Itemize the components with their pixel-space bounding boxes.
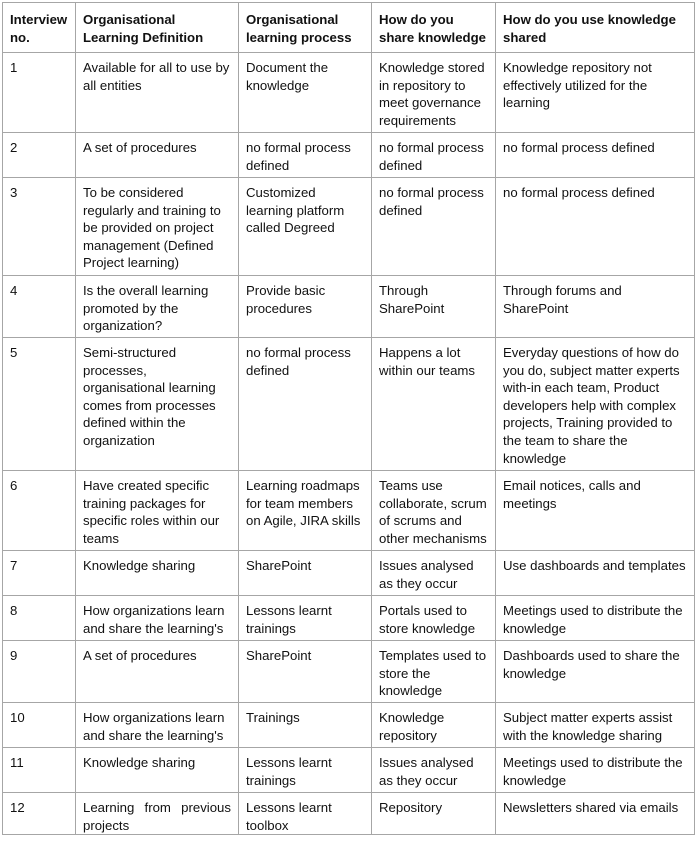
use-cell: Use dashboards and templates xyxy=(496,551,695,596)
process-cell: Document the knowledge xyxy=(239,53,372,133)
process-cell: Lessons learnt toolbox xyxy=(239,793,372,835)
process-cell: Lessons learnt trainings xyxy=(239,748,372,793)
header-process: Organisational learning process xyxy=(239,3,372,53)
definition-cell: Knowledge sharing xyxy=(76,551,239,596)
interview-number: 9 xyxy=(3,641,76,703)
table-row xyxy=(3,53,695,133)
interview-number: 2 xyxy=(3,133,76,178)
table-row xyxy=(3,793,695,835)
interview-number: 7 xyxy=(3,551,76,596)
share-cell: Knowledge repository xyxy=(372,703,496,748)
header-share: How do you share knowledge xyxy=(372,3,496,53)
use-cell: Meetings used to distribute the knowledge xyxy=(496,596,695,641)
interview-number: 4 xyxy=(3,276,76,338)
table-row xyxy=(3,703,695,748)
use-cell: Meetings used to distribute the knowledge xyxy=(496,748,695,793)
share-cell: Happens a lot within our teams xyxy=(372,338,496,471)
table-row xyxy=(3,276,695,338)
definition-cell: Have created specific training packages for specific roles within our teams xyxy=(76,471,239,551)
definition-cell: A set of procedures xyxy=(76,641,239,703)
use-cell: Through forums and SharePoint xyxy=(496,276,695,338)
definition-cell: To be considered regularly and training to be provided on project management (Defined Project learning) xyxy=(76,178,239,276)
table-row xyxy=(3,551,695,596)
use-cell: Subject matter experts assist with the knowledge sharing xyxy=(496,703,695,748)
interview-number: 12 xyxy=(3,793,76,835)
table-row xyxy=(3,596,695,641)
share-cell: no formal process defined xyxy=(372,133,496,178)
process-cell: Trainings xyxy=(239,703,372,748)
share-cell: Through SharePoint xyxy=(372,276,496,338)
share-cell: Teams use collaborate, scrum of scrums and other mechanisms xyxy=(372,471,496,551)
definition-cell: Is the overall learning promoted by the organization? xyxy=(76,276,239,338)
definition-cell: A set of procedures xyxy=(76,133,239,178)
header-row xyxy=(3,3,695,53)
interview-table xyxy=(2,2,695,835)
interview-number: 11 xyxy=(3,748,76,793)
process-cell: no formal process defined xyxy=(239,133,372,178)
share-cell: Knowledge stored in repository to meet governance requirements xyxy=(372,53,496,133)
interview-number: 6 xyxy=(3,471,76,551)
definition-cell: How organizations learn and share the learning's xyxy=(76,596,239,641)
use-cell: no formal process defined xyxy=(496,133,695,178)
share-cell: Repository xyxy=(372,793,496,835)
definition-cell: Learning from previous projects xyxy=(76,793,239,835)
interview-number: 10 xyxy=(3,703,76,748)
header-interview-no: Interview no. xyxy=(3,3,76,53)
definition-cell: Knowledge sharing xyxy=(76,748,239,793)
use-cell: Newsletters shared via emails xyxy=(496,793,695,835)
definition-cell: Semi-structured processes, organisational learning comes from processes defined within the organization xyxy=(76,338,239,471)
use-cell: Knowledge repository not effectively utilized for the learning xyxy=(496,53,695,133)
table-row xyxy=(3,338,695,471)
process-cell: SharePoint xyxy=(239,551,372,596)
process-cell: SharePoint xyxy=(239,641,372,703)
table-row xyxy=(3,178,695,276)
interview-number: 8 xyxy=(3,596,76,641)
share-cell: Issues analysed as they occur xyxy=(372,748,496,793)
process-cell: Lessons learnt trainings xyxy=(239,596,372,641)
share-cell: Templates used to store the knowledge xyxy=(372,641,496,703)
definition-cell: Available for all to use by all entities xyxy=(76,53,239,133)
interview-number: 5 xyxy=(3,338,76,471)
table-row xyxy=(3,748,695,793)
use-cell: Dashboards used to share the knowledge xyxy=(496,641,695,703)
share-cell: Issues analysed as they occur xyxy=(372,551,496,596)
use-cell: no formal process defined xyxy=(496,178,695,276)
interview-number: 1 xyxy=(3,53,76,133)
interview-number: 3 xyxy=(3,178,76,276)
share-cell: Portals used to store knowledge xyxy=(372,596,496,641)
header-use: How do you use knowledge shared xyxy=(496,3,695,53)
use-cell: Everyday questions of how do you do, subject matter experts with-in each team, Product developers help with complex projects, Training provided to the team to share the knowledge xyxy=(496,338,695,471)
table-row xyxy=(3,133,695,178)
share-cell: no formal process defined xyxy=(372,178,496,276)
definition-cell: How organizations learn and share the learning's xyxy=(76,703,239,748)
table-row xyxy=(3,471,695,551)
process-cell: Provide basic procedures xyxy=(239,276,372,338)
use-cell: Email notices, calls and meetings xyxy=(496,471,695,551)
process-cell: Customized learning platform called Degreed xyxy=(239,178,372,276)
process-cell: no formal process defined xyxy=(239,338,372,471)
header-definition: Organisational Learning Definition xyxy=(76,3,239,53)
process-cell: Learning roadmaps for team members on Agile, JIRA skills xyxy=(239,471,372,551)
table-row xyxy=(3,641,695,703)
